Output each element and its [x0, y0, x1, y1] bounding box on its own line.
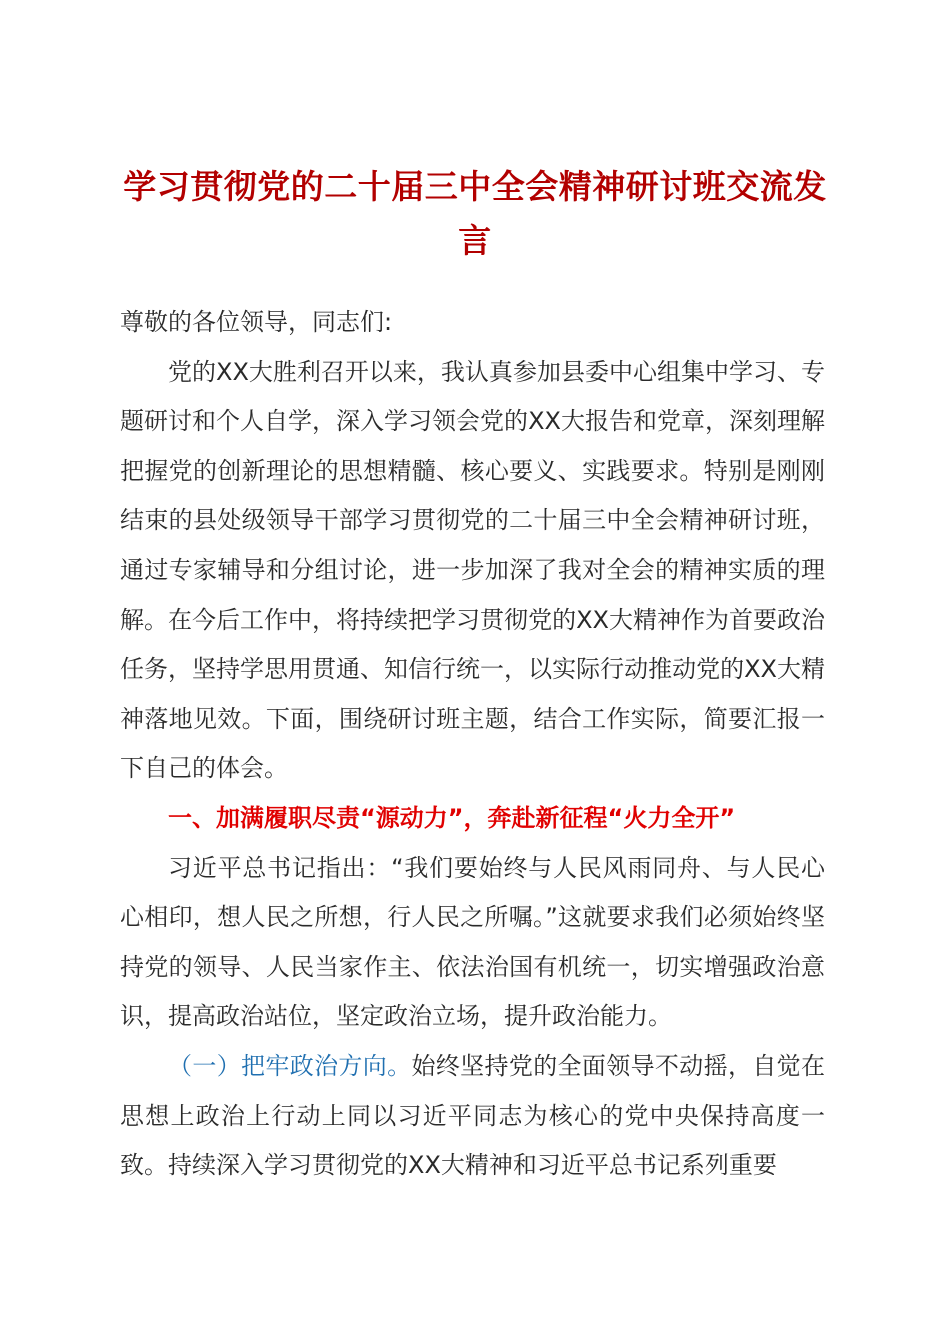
section-1-paragraph: 习近平总书记指出：“我们要始终与人民风雨同舟、与人民心心相印，想人民之所想，行人民之所嘱。”这就要求我们必须始终坚持党的领导、人民当家作主、依法治国有机统一，切实增强政治意识，提高政治站位，坚定政治立场，提升政治能力。 — [120, 853, 825, 1031]
document-body — [120, 298, 825, 1191]
intro-paragraph: 党的XX大胜利召开以来，我认真参加县委中心组集中学习、专题研讨和个人自学，深入学习领会党的XX大报告和党章，深刻理解把握党的创新理论的思想精髓、核心要义、实践要求。特别是刚刚结束的县处级领导干部学习贯彻党的二十届三中全会精神研讨班，通过专家辅导和分组讨论，进一步加深了我对全会的精神实质的理解。在今后工作中，将持续把学习贯彻党的XX大精神作为首要政治任务，坚持学思用贯通、知信行统一，以实际行动推动党的XX大精神落地见效。下面，围绕研讨班主题，结合工作实际，简要汇报一下自己的体会。 — [120, 357, 825, 783]
section-1-heading: 一、加满履职尽责“源动力”，奔赴新征程“火力全开” — [168, 803, 736, 832]
document-title: 学习贯彻党的二十届三中全会精神研讨班交流发言 — [123, 167, 827, 260]
salutation: 尊敬的各位领导，同志们: — [120, 308, 393, 336]
subsection-1-paragraph — [120, 1042, 825, 1191]
subsection-1-text: 始终坚持党的全面领导不动摇，自觉在思想上政治上行动上同以习近平同志为核心的党中央保持高度一致。持续深入学习贯彻党的XX大精神和习近平总书记系列重要 — [120, 1051, 826, 1180]
subsection-1-heading: （一）把牢政治方向。 — [168, 1051, 412, 1080]
